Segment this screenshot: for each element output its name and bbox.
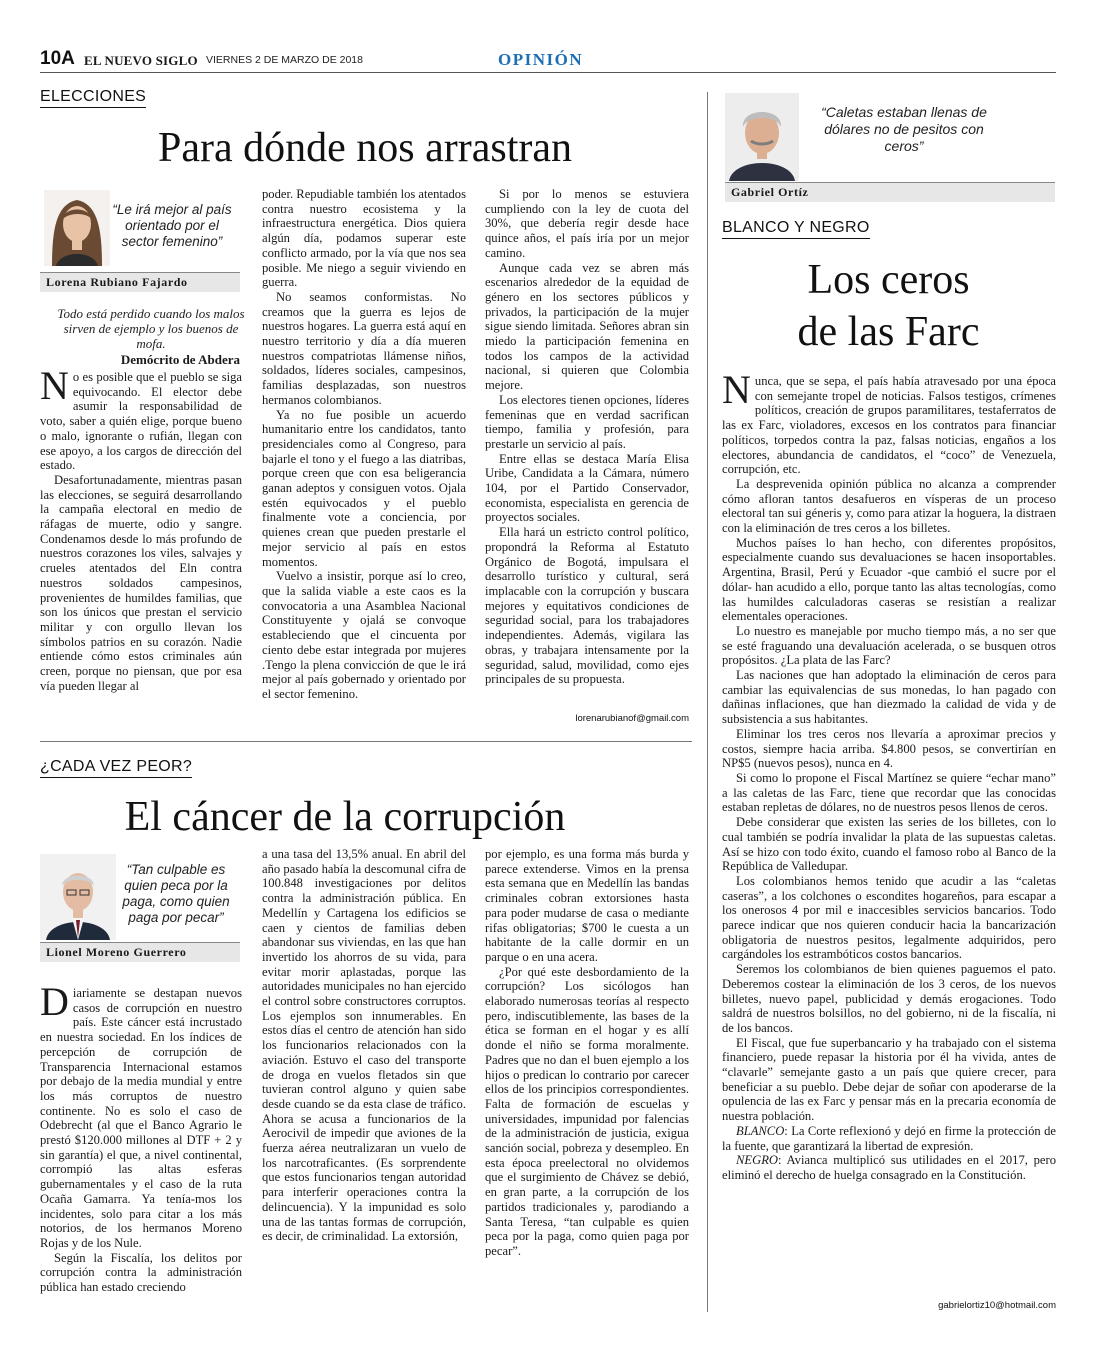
paragraph: iariamente se destapan nuevos casos de corrupción en nuestro país. Este cáncer está incrustado en nuestra sociedad. En los índices de percepción de corrupción de Transparencia Internacional estamos por debajo de la media mundial y entre los más corruptos de nuestro continente. No es solo el caso de Odebrecht (al que el Banco Agrario le prestó $120.000 millones al DTF + 2 y sin garantía) el que, a nivel continental, corrompió las altas esferas gubernamentales y el caso de la ruta Ocaña Gamarra. Ya tenía-mos los incidentes, solo para citar a los más notorios, de los hermanos Moreno Rojas y de los Nule. <box>40 986 242 1250</box>
paragraph: ¿Por qué este desbordamiento de la corrupción? Los sicólogos han elaborado numerosas teorías al respecto pero, indiscutiblemente, las bases de la ética se forman en el hogar y es allí donde el niño se forma moralmente. Padres que no dan el buen ejemplo a los hijos o predican lo contrario por carecer ellos de los principios correspondientes. Falta de formación de escuelas y universidades, impunidad por falencias de la administración de justicia, exigua sanción social, pobreza y desempleo. En esta época preelectoral no olvidemos que el surgimiento de Chávez se debió, en gran parte, a la corrupción de los partidos tradicionales y, parodiando a Santa Teresa, “tan culpable es quien peca por la paga, como quien paga por pecar”. <box>485 964 689 1258</box>
blanco-note <box>722 1124 1056 1153</box>
masthead-rule <box>40 72 1056 73</box>
article1-epigraph: Todo está perdido cuando los malos sirven de ejemplo y los buenos de mofa. <box>57 306 245 351</box>
article1-pull-quote: “Le irá mejor al país orientado por el sector femenino” <box>112 202 232 249</box>
article1-author-email: lorenarubianof@gmail.com <box>575 713 689 724</box>
paragraph: Según la Fiscalía, los delitos por corrupción contra la administración pública han estado creciendo <box>40 1250 242 1295</box>
masthead <box>40 48 1056 72</box>
paragraph: Debe considerar que existen las series de los billetes, con lo cual también se podría invalidar la plata de las supuestas caletas. Así se hizo con todo éxito, cuando el famoso robo al Banco de la República de Valledupar. <box>722 815 1056 874</box>
paragraph: Muchos países lo han hecho, con diferentes propósitos, especialmente cuando sus devaluaciones se hacen insoportables. Argentina, Brasil, Perú y Ecuador -que cambió el sucre por el dólar- han acudido a ello, porque tanto las altas tecnologías, como las humildes calculadoras caseras se resistían a realizar elementales operaciones. <box>722 535 1056 624</box>
paragraph: Los electores tienen opciones, líderes femeninas que en verdad sacrifican tiempo, familia y profesión, para prestarle un servicio al país. <box>485 392 689 451</box>
paragraph: Si como lo propone el Fiscal Martínez se quiere “echar mano” a las caletas de las Farc, tiene que recordar que las conocidas estaban repletas de dólares, no de nuestros pesos llenos de ceros. <box>722 770 1056 815</box>
column-divider <box>707 92 708 1312</box>
page-number: 10A <box>40 48 75 69</box>
blanco-text: : La Corte reflexionó y dejó en firme la protección de la fuente, que garantizará la libertad de expresión. <box>722 1123 1056 1153</box>
negro-text: : Avianca multiplicó sus utilidades en el 2017, pero eliminó el derecho de huelga consagrado en la Constitución. <box>722 1153 1056 1182</box>
article3-headline <box>722 254 1055 358</box>
article3-kicker: BLANCO Y NEGRO <box>722 219 870 239</box>
article1-epigraph-author: Demócrito de Abdera <box>120 352 240 367</box>
negro-note <box>722 1153 1056 1182</box>
article1-column-1 <box>40 363 242 693</box>
newspaper-name: EL NUEVO SIGLO <box>84 53 198 68</box>
article2-kicker: ¿CADA VEZ PEOR? <box>40 758 192 778</box>
paragraph: Las naciones que han adoptado la eliminación de ceros para cambiar las equivalencias de sus monedas, lo han pagado con dañinas inflaciones, que han diezmado la calidad de vida y de subsistencia a sus habitantes. <box>722 668 1056 727</box>
author-photo-lionel <box>40 854 116 940</box>
article2-pull-quote: “Tan culpable es quien peca por la paga, como quien paga por pecar” <box>122 862 230 925</box>
article1-headline: Para dónde nos arrastran <box>157 125 572 171</box>
paragraph: Seremos los colombianos de bien quienes paguemos el pato. Deberemos costear la eliminación de los 3 ceros, de los nuevos billetes, nuevo papel, publicidad y demás erogaciones. Todo saldrá de nuestros bolsillos, no del gobierno, ni de la fiscalía, ni de los bancos. <box>722 962 1056 1035</box>
dropcap: N <box>722 367 751 412</box>
paragraph: poder. Repudiable también los atentados contra nuestro ecosistema y la infraestructura energética. Dios quiera algún día, podamos superar este conflicto armado, por la vía que nos sea posible. Me niego a seguir viviendo en guerra. <box>262 187 466 290</box>
paragraph: Los colombianos hemos tenido que acudir a las “caletas caseras”, a los colchones o escondites hogareños, para escapar a los onerosos 4 por mil e inaccesibles servicios bancarios. Todo parece indicar que nos quieren conducir hacia la bancarización obligatoria de nuestros pesitos, legalmente adquiridos, pero cargándoles los estrambóticos costos bancarios. <box>722 873 1056 962</box>
paragraph: Aunque cada vez se abren más escenarios alrededor de la equidad de género en los sectores públicos y privados, la participación de la mujer sigue siendo limitada. Señores abran sin miedo la participación femenina en todos los campos de la actividad nacional, si quieren que Colombia mejore. <box>485 260 689 393</box>
paragraph: Vuelvo a insistir, porque así lo creo, que la salida viable a este caos es la convocatoria a una Asamblea Nacional Constituyente y ojalá se convoque estableciendo que el cincuenta por ciento debe estar integrada por mujeres .Tengo la plena convicción de que le irá mejor al país gobernado y orientado por el sector femenino. <box>262 569 466 701</box>
section-title: OPINIÓN <box>498 50 584 69</box>
paragraph: Ella hará un estricto control político, propondrá la Reforma al Estatuto Orgánico de Bogotá, impulsara el desarrollo turístico y cultural, será implacable con la corrupción y buscara mejores y equitativos condiciones de seguridad social, para los trabajadores independientes. Además, vigilara las obras, y trabajara intensamente por la seguridad, salud, movilidad, como ejes principales de su propuesta. <box>485 525 689 687</box>
paragraph: a una tasa del 13,5% anual. En abril del año pasado había la descomunal cifra de 100.848 investigaciones por delitos contra la administración pública. En Medellín y Cartagena los edificios se caen y cientos de familias deben abandonar sus viviendas, en las que han invertido los ahorros de su vida, para evitar morir aplastadas, porque las autoridades municipales no han ejercido el control sobre constructores corruptos. Los ejemplos son innumerables. En estos días el centro de atención han sido los funcionarios relacionados con la aviación. Estuvo el caso del transporte de droga en vuelos fletados sin que tuvieran control alguno y quien sabe desde cuando se da esta clase de tráfico. Ahora se acusa a funcionarios de la Aerocivil de impedir que aviones de la fuerza aérea neutralizaran un vuelo de los narcotraficantes. (Es sorprendente que estos funcionarios tengan autoridad para interferir operaciones contra la delincuencia). Y la impunidad es solo una de las tantas formas de corrupción, es decir, de criminalidad. La extorsión, <box>262 847 466 1244</box>
article2-column-1 <box>40 979 242 1295</box>
article1-author: Lorena Rubiano Fajardo <box>40 272 240 292</box>
article3-body <box>722 367 1056 1183</box>
paragraph: Entre ellas se destaca María Elisa Uribe, Candidata a la Cámara, número 104, por el Partido Conservador, economista, especialista en gerencia de proyectos sociales. <box>485 451 689 525</box>
article1-column-2 <box>262 187 466 702</box>
headline-line: de las Farc <box>797 309 980 355</box>
paragraph: Si por lo menos se estuviera cumpliendo con la ley de cuota del 30%, que debería regir desde hace quince años, el país iría por un mejor camino. <box>485 187 689 260</box>
dropcap: D <box>40 979 69 1024</box>
paragraph: o es posible que el pueblo se siga equivocando. El elector debe asumir la responsabilidad de voto, saber a quién elige, porque bueno o malo, ignorante o rufián, llegan con ese apoyo, a los cargos de dirección del estado. <box>40 370 242 473</box>
paragraph: Ya no fue posible un acuerdo humanitario entre los candidatos, tanto presidenciales como al Congreso, para bajarle el tono y el fuego a las diatribas, porque creen que con esa beligerancia ganan adeptos y consiguen votos. Ojala estén equivocados y el pueblo finalmente vote a conciencia, por quienes crean que pueden prestarle el mejor servicio al país en estos momentos. <box>262 407 466 569</box>
article3-pull-quote: “Caletas estaban llenas de dólares no de pesitos con ceros” <box>821 104 987 154</box>
article1-column-3 <box>485 187 689 687</box>
article3-author: Gabriel Ortíz <box>725 182 1055 202</box>
article2-column-2 <box>262 847 466 1244</box>
article2-headline: El cáncer de la corrupción <box>124 794 566 840</box>
paragraph: unca, que se sepa, el país había atravesado por una época con semejante tropel de noticias. Falsos testigos, crímenes políticos, creación de grupos paramilitares, testaferratos de las ex Farc, violadores, excesos en los contratos para financiar políticos, torpedos contra la paz, falsas noticias, engaños a los electores, abundancia de candidatos, el “coco” de Venezuela, corrupción, etc. <box>722 374 1056 477</box>
paragraph: Desafortunadamente, mientras pasan las elecciones, se seguirá desarrollando la campaña electoral en medio de ráfagas de muerte, odio y sangre. Condenamos desde lo más profundo de nuestros corazones los viles, salvajes y crueles atentados del Eln contra nuestros soldados campesinos, provenientes de humildes familias, que son los únicos que prestan el servicio militar y con orgullo llevan los símbolos patrios en su corazón. Nadie entiende cómo estos criminales aún creen, porque no piensan, que por esa vía pueden llegar al <box>40 472 242 693</box>
issue-date: VIERNES 2 DE MARZO DE 2018 <box>206 54 363 66</box>
blanco-label: BLANCO <box>736 1123 785 1138</box>
paragraph: No seamos conformistas. No creamos que la guerra es lejos de nuestros hogares. La guerra está aquí en nuestro territorio y día a día mueren nuestros compatriotas llámense niños, soldados, líderes sociales, campesinos, familias desplazadas, son nuestros hermanos colombianos. <box>262 289 466 407</box>
paragraph: El Fiscal, que fue superbancario y ha trabajado con el sistema financiero, puede repasar la historia por él ha vivida, antes de “clavarle” semejante gasto a un país que quiere crecer, para beneficiar a su pueblo. Debe dejar de soñar con apoderarse de la opulencia de las ex Farc y pensar más en la precaria economía de nuestra población. <box>722 1035 1056 1124</box>
author-photo-lorena <box>44 190 110 266</box>
article1-kicker: ELECCIONES <box>40 88 146 108</box>
headline-line: Los ceros <box>807 257 970 303</box>
negro-label: NEGRO <box>736 1153 778 1168</box>
article3-author-email: gabrielortiz10@hotmail.com <box>938 1300 1056 1311</box>
article2-column-3 <box>485 847 689 1259</box>
dropcap: N <box>40 363 69 408</box>
paragraph: Lo nuestro es manejable por mucho tiempo más, a no ser que se esté fraguando una devaluación acelerada, o se busquen otros propósitos. ¿La plata de las Farc? <box>722 623 1056 668</box>
paragraph: Eliminar los tres ceros nos llevaría a aproximar precios y costos, siempre hacia arriba. $4.800 pesos, se convertirían en NP$5 (nuevos pesos), nunca en 4. <box>722 726 1056 771</box>
section-divider <box>40 741 692 742</box>
paragraph: La desprevenida opinión pública no alcanza a comprender cómo afloran tantos desafueros en vísperas de un proceso electoral tan sui géneris y, como para atizar la hoguera, la distraen con la eliminación de tres ceros a los billetes. <box>722 476 1056 536</box>
article2-author: Lionel Moreno Guerrero <box>40 942 240 962</box>
paragraph: por ejemplo, es una forma más burda y parece extenderse. Vimos en la prensa esta semana que en Medellín las bandas criminales cobran extorsiones hasta para poder mudarse de casa o mediante rifas obligatorias; $700 le cuesta a un habitante de la calle dormir en un parque o en una acera. <box>485 847 689 964</box>
author-photo-gabriel <box>725 93 799 181</box>
